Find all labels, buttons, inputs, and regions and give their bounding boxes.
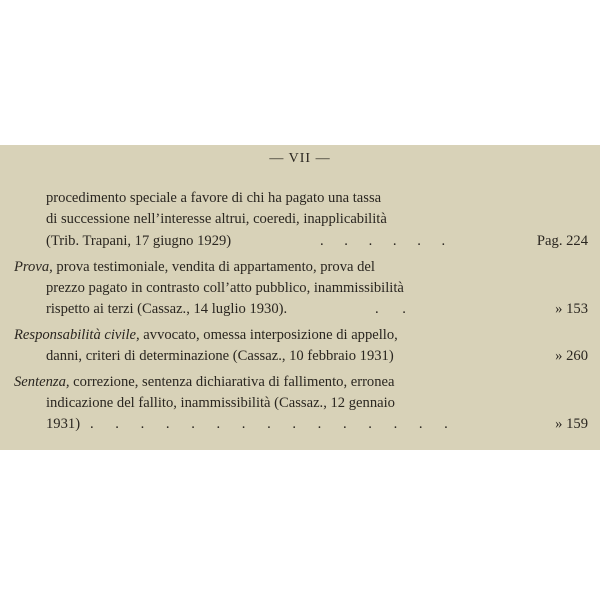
entry-2-line-1-text: prova testimoniale, vendita di appartamento, prova del	[52, 259, 375, 275]
entry-1-line-3: (Trib. Trapani, 17 giugno 1929)	[46, 233, 232, 249]
entry-3-title: Responsabilità civile,	[14, 327, 140, 343]
entry-4-line-3: 1931)	[46, 416, 81, 432]
entry-4-line-1-text: correzione, sentenza dichiarativa di fallimento, erronea	[69, 374, 395, 390]
entry-2-line-1	[14, 257, 375, 277]
entry-3-line-1	[14, 325, 398, 345]
entry-4-leaders: . . . . . . . . . . . . . . .	[90, 416, 448, 432]
entry-2-line-2: prezzo pagato in contrasto coll’atto pubblico, inammissibilità	[46, 280, 404, 296]
entry-1-leaders: . . . . . .	[320, 233, 446, 249]
entry-4-line-1	[14, 372, 395, 392]
entry-2-page-ref: » 153	[555, 301, 588, 317]
entry-4-line-2: indicazione del fallito, inammissibilità (Cassaz., 12 gennaio	[46, 395, 395, 411]
entry-2-title: Prova,	[14, 259, 53, 275]
entry-2-line-3: rispetto ai terzi (Cassaz., 14 luglio 1930).	[46, 301, 288, 317]
entry-3-line-2: danni, criteri di determinazione (Cassaz., 10 febbraio 1931)	[46, 348, 394, 364]
entry-1-line-1: procedimento speciale a favore di chi ha pagato una tassa	[46, 190, 382, 206]
entry-4-title: Sentenza,	[14, 374, 70, 390]
entry-3-line-1-text: avvocato, omessa interposizione di appello,	[139, 327, 398, 343]
page-number-header: — VII —	[269, 151, 331, 166]
entry-4-page-ref: » 159	[555, 416, 588, 432]
entry-1-page-ref: Pag. 224	[536, 233, 588, 249]
entry-1-line-2: di successione nell’interesse altrui, coeredi, inapplicabilità	[46, 211, 387, 227]
book-page	[0, 145, 600, 450]
entry-2-leaders: . .	[375, 301, 406, 317]
entry-3-page-ref: » 260	[555, 348, 588, 364]
